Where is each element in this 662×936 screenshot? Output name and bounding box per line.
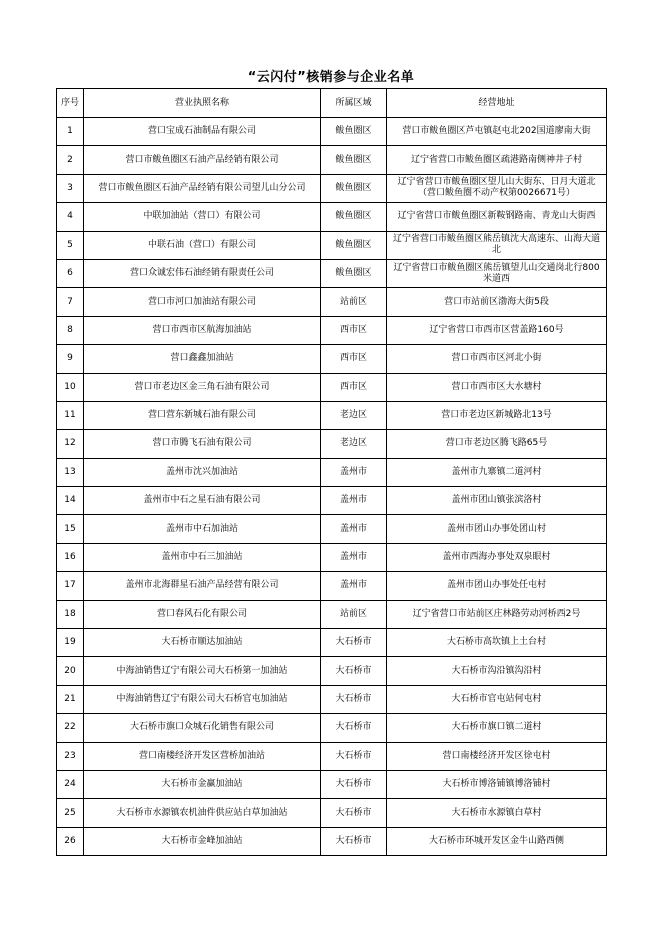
column-header-no: 序号 <box>57 89 84 118</box>
cell-area: 鲅鱼圈区 <box>321 231 387 259</box>
cell-area: 盖州市 <box>321 515 387 543</box>
cell-name: 盖州市中石加油站 <box>84 515 321 543</box>
cell-address: 大石桥市高坎镇上土台村 <box>387 629 607 657</box>
cell-no: 17 <box>57 572 84 600</box>
cell-no: 20 <box>57 657 84 685</box>
cell-name: 中海油销售辽宁有限公司大石桥第一加油站 <box>84 657 321 685</box>
cell-name: 盖州市中石之星石油有限公司 <box>84 487 321 515</box>
cell-no: 1 <box>57 118 84 146</box>
cell-address: 辽宁省营口市西市区营盖路160号 <box>387 316 607 344</box>
cell-area: 大石桥市 <box>321 714 387 742</box>
cell-name: 大石桥市旗口众城石化销售有限公司 <box>84 714 321 742</box>
table-row <box>57 685 607 713</box>
cell-name: 营口宝成石油制品有限公司 <box>84 118 321 146</box>
table-row <box>57 543 607 571</box>
cell-address: 辽宁省营口市站前区庄林路劳动河桥西2号 <box>387 600 607 628</box>
table-row <box>57 657 607 685</box>
cell-name: 营口南楼经济开发区营桥加油站 <box>84 742 321 770</box>
cell-name: 盖州市北海群星石油产品经营有限公司 <box>84 572 321 600</box>
cell-no: 9 <box>57 345 84 373</box>
cell-address: 营口南楼经济开发区徐屯村 <box>387 742 607 770</box>
table-row <box>57 401 607 429</box>
cell-area: 大石桥市 <box>321 657 387 685</box>
cell-address: 营口市鲅鱼圈区芦屯镇赵屯北202国道廖南大街 <box>387 118 607 146</box>
cell-name: 中联加油站（营口）有限公司 <box>84 203 321 231</box>
cell-name: 营口市西市区航海加油站 <box>84 316 321 344</box>
cell-name: 营口营东新城石油有限公司 <box>84 401 321 429</box>
cell-address: 营口市西市区大水塘村 <box>387 373 607 401</box>
document-title: “云闪付”核销参与企业名单 <box>247 70 415 85</box>
cell-area: 老边区 <box>321 401 387 429</box>
cell-address: 大石桥市环城开发区金牛山路西侧 <box>387 827 607 855</box>
cell-area: 站前区 <box>321 600 387 628</box>
table-row <box>57 572 607 600</box>
column-header-address: 经营地址 <box>387 89 607 118</box>
column-header-area: 所属区域 <box>321 89 387 118</box>
cell-no: 8 <box>57 316 84 344</box>
cell-address: 辽宁省营口市鲅鱼圈区熊岳镇望儿山交通岗北行800米道西 <box>387 259 607 287</box>
table-row <box>57 259 607 287</box>
cell-name: 营口市老边区金三角石油有限公司 <box>84 373 321 401</box>
cell-area: 鲅鱼圈区 <box>321 203 387 231</box>
cell-name: 大石桥市水源镇农机油件供应站白草加油站 <box>84 799 321 827</box>
cell-name: 大石桥市金峰加油站 <box>84 827 321 855</box>
cell-address: 营口市老边区新城路北13号 <box>387 401 607 429</box>
cell-no: 15 <box>57 515 84 543</box>
cell-area: 西市区 <box>321 373 387 401</box>
cell-name: 营口市鲅鱼圈区石油产品经销有限公司望儿山分公司 <box>84 174 321 202</box>
cell-address: 盖州市团山镇张滨洛村 <box>387 487 607 515</box>
cell-address: 大石桥市旗口镇二道村 <box>387 714 607 742</box>
table-row <box>57 118 607 146</box>
cell-name: 营口众诚宏伟石油经销有限责任公司 <box>84 259 321 287</box>
cell-no: 24 <box>57 770 84 798</box>
cell-no: 13 <box>57 458 84 486</box>
cell-no: 4 <box>57 203 84 231</box>
table-row <box>57 487 607 515</box>
cell-no: 12 <box>57 430 84 458</box>
cell-address: 营口市老边区腾飞路65号 <box>387 430 607 458</box>
table-row <box>57 316 607 344</box>
table-row <box>57 629 607 657</box>
cell-address: 营口市西市区河北小街 <box>387 345 607 373</box>
table-row <box>57 515 607 543</box>
cell-area: 西市区 <box>321 316 387 344</box>
table-row <box>57 742 607 770</box>
cell-no: 18 <box>57 600 84 628</box>
cell-area: 大石桥市 <box>321 799 387 827</box>
cell-address: 大石桥市水源镇白草村 <box>387 799 607 827</box>
cell-no: 14 <box>57 487 84 515</box>
cell-no: 26 <box>57 827 84 855</box>
cell-address: 大石桥市沟沿镇沟沿村 <box>387 657 607 685</box>
cell-address: 辽宁省营口市鲅鱼圈区熊岳镇沈大高速东、山海大道北 <box>387 231 607 259</box>
cell-address: 盖州市团山办事处团山村 <box>387 515 607 543</box>
enterprise-table <box>56 88 607 856</box>
cell-address: 盖州市九寨镇二道河村 <box>387 458 607 486</box>
cell-area: 盖州市 <box>321 543 387 571</box>
cell-no: 7 <box>57 288 84 316</box>
cell-address: 营口市站前区渤海大街5段 <box>387 288 607 316</box>
column-header-name: 营业执照名称 <box>84 89 321 118</box>
cell-name: 营口鑫鑫加油站 <box>84 345 321 373</box>
table-row <box>57 600 607 628</box>
table-row <box>57 827 607 855</box>
table-row <box>57 231 607 259</box>
cell-no: 11 <box>57 401 84 429</box>
cell-name: 中海油销售辽宁有限公司大石桥官屯加油站 <box>84 685 321 713</box>
cell-address: 盖州市团山办事处任屯村 <box>387 572 607 600</box>
cell-no: 19 <box>57 629 84 657</box>
cell-name: 营口市腾飞石油有限公司 <box>84 430 321 458</box>
cell-name: 营口市河口加油站有限公司 <box>84 288 321 316</box>
cell-area: 鲅鱼圈区 <box>321 259 387 287</box>
cell-address: 辽宁省营口市鲅鱼圈区疏港路南侧神井子村 <box>387 146 607 174</box>
cell-no: 10 <box>57 373 84 401</box>
cell-address: 大石桥市博洛铺镇博洛铺村 <box>387 770 607 798</box>
cell-name: 盖州市中石三加油站 <box>84 543 321 571</box>
cell-no: 3 <box>57 174 84 202</box>
cell-name: 盖州市沈兴加油站 <box>84 458 321 486</box>
cell-no: 16 <box>57 543 84 571</box>
cell-address: 辽宁省营口市鲅鱼圈区新鞍钢路南、青龙山大街西 <box>387 203 607 231</box>
table-row <box>57 430 607 458</box>
cell-area: 鲅鱼圈区 <box>321 118 387 146</box>
cell-area: 大石桥市 <box>321 770 387 798</box>
cell-area: 大石桥市 <box>321 629 387 657</box>
cell-address: 盖州市西海办事处双泉眼村 <box>387 543 607 571</box>
table-row <box>57 174 607 202</box>
table-row <box>57 799 607 827</box>
cell-area: 鲅鱼圈区 <box>321 174 387 202</box>
cell-area: 大石桥市 <box>321 827 387 855</box>
cell-area: 盖州市 <box>321 458 387 486</box>
table-row <box>57 458 607 486</box>
table-body <box>57 118 607 856</box>
table-row <box>57 203 607 231</box>
cell-name: 中联石油（营口）有限公司 <box>84 231 321 259</box>
table-row <box>57 373 607 401</box>
table-header-row <box>57 89 607 118</box>
table-row <box>57 714 607 742</box>
cell-no: 22 <box>57 714 84 742</box>
cell-no: 23 <box>57 742 84 770</box>
cell-no: 21 <box>57 685 84 713</box>
table-row <box>57 288 607 316</box>
cell-area: 大石桥市 <box>321 685 387 713</box>
cell-area: 大石桥市 <box>321 742 387 770</box>
table-row <box>57 146 607 174</box>
cell-area: 盖州市 <box>321 487 387 515</box>
cell-area: 站前区 <box>321 288 387 316</box>
cell-name: 营口市鲅鱼圈区石油产品经销有限公司 <box>84 146 321 174</box>
cell-name: 大石桥市金赢加油站 <box>84 770 321 798</box>
table-row <box>57 345 607 373</box>
cell-name: 营口春风石化有限公司 <box>84 600 321 628</box>
cell-name: 大石桥市顺达加油站 <box>84 629 321 657</box>
cell-area: 鲅鱼圈区 <box>321 146 387 174</box>
cell-no: 6 <box>57 259 84 287</box>
cell-no: 25 <box>57 799 84 827</box>
cell-no: 2 <box>57 146 84 174</box>
cell-area: 盖州市 <box>321 572 387 600</box>
cell-address: 大石桥市官屯站何屯村 <box>387 685 607 713</box>
cell-address: 辽宁省营口市鲅鱼圈区望儿山大街东、日月大道北（营口鲅鱼圈不动产权第0026671号） <box>387 174 607 202</box>
cell-area: 西市区 <box>321 345 387 373</box>
table-row <box>57 770 607 798</box>
cell-no: 5 <box>57 231 84 259</box>
cell-area: 老边区 <box>321 430 387 458</box>
